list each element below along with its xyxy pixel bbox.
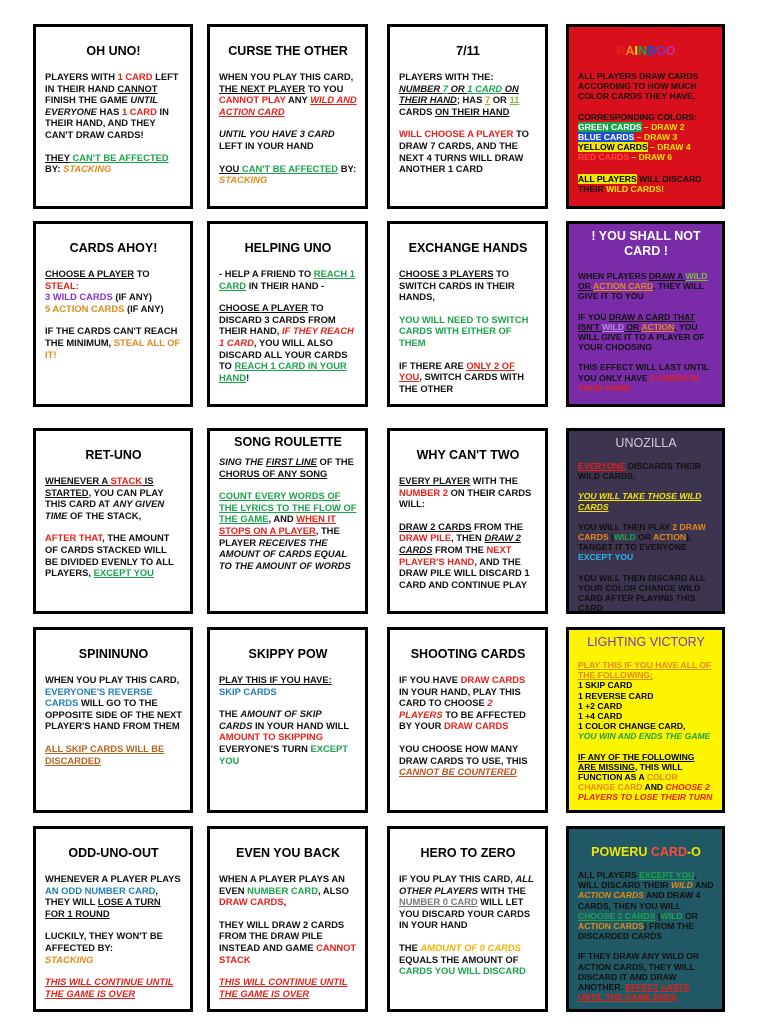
text: OR bbox=[447, 82, 468, 94]
text: PLAY THIS IF YOU HAVE ALL OF THE FOLLOWING; bbox=[578, 660, 712, 681]
card-skippy-pow bbox=[207, 627, 368, 813]
card-title: LIGHTING VICTORY bbox=[587, 635, 705, 649]
text: WILD CARDS! bbox=[606, 183, 664, 194]
card-title bbox=[578, 845, 714, 860]
text: CARDS YOU WILL DISCARD bbox=[399, 965, 526, 977]
text: AND DRAW 4 CARDS, THEN YOU WILL bbox=[578, 890, 701, 911]
text: EXCEPT YOU bbox=[578, 552, 634, 563]
text: THE bbox=[399, 941, 421, 953]
card-you-shall-not-card bbox=[566, 221, 725, 407]
card-title: CURSE THE OTHER bbox=[228, 44, 348, 58]
card-cards-ahoy bbox=[33, 221, 193, 407]
text: DRAW CARDS bbox=[460, 674, 526, 685]
text: ALL PLAYERS bbox=[578, 173, 637, 184]
text: AMOUNT OF SKIP CARDS bbox=[219, 708, 322, 731]
text: , THEN bbox=[451, 532, 485, 544]
text: EVERY PLAYER bbox=[399, 475, 471, 486]
text: , WILL DISCARD THEIR bbox=[578, 870, 697, 891]
text: IS STARTED bbox=[45, 475, 154, 498]
text: NEXT PLAYER'S HAND bbox=[399, 543, 512, 567]
text: , YOU WILL GIVE IT TO A PLAYER OF YOUR CHOOSING bbox=[578, 321, 705, 353]
text: IN YOUR HAND WILL bbox=[252, 719, 349, 731]
card-7-11 bbox=[387, 24, 548, 209]
card-song-roulette bbox=[207, 428, 368, 614]
text: OR bbox=[578, 281, 593, 292]
text: DRAW 2 CARDS bbox=[399, 532, 521, 555]
text: STEAL: bbox=[45, 279, 79, 291]
text: FROM THE bbox=[432, 543, 487, 555]
text: IN THEIR HAND, AND THEY CAN'T DRAW CARDS! bbox=[45, 105, 169, 140]
text: NUMBER 0 CARD bbox=[399, 896, 478, 908]
text: CHOOSE 3 PLAYERS bbox=[399, 268, 494, 279]
text: – DRAW 2 bbox=[641, 121, 685, 132]
text: WILD bbox=[660, 910, 683, 921]
text: WITH THE bbox=[478, 884, 526, 896]
text: YELLOW CARDS bbox=[578, 142, 648, 153]
card-title: HELPING UNO bbox=[244, 241, 332, 255]
text: 1 CARD bbox=[117, 71, 153, 82]
card-title: RET-UNO bbox=[85, 448, 142, 462]
text: 1 CARD bbox=[467, 82, 503, 94]
text: AND bbox=[692, 880, 714, 891]
text: WILL GO TO THE OPPOSITE SIDE OF THE NEXT PLAYER'S HAND FROM THEM bbox=[45, 697, 182, 732]
card-title: 7/11 bbox=[456, 44, 480, 58]
text: ACTION bbox=[641, 321, 675, 332]
text: WILD AND ACTION CARD bbox=[219, 94, 357, 117]
text: NUMBER CARD bbox=[247, 884, 318, 896]
text: YOU WILL THEN PLAY bbox=[578, 521, 673, 532]
text: LUCKILY, THEY WON'T BE AFFECTED BY: bbox=[45, 930, 163, 953]
text: CHOOSE A PLAYER bbox=[219, 302, 309, 314]
text: DISCARDS THEIR WILD CARDS, bbox=[578, 461, 701, 482]
text: , AND bbox=[268, 513, 297, 525]
card-spininuno bbox=[33, 627, 193, 813]
text: LOSE A TURN FOR 1 ROUND bbox=[45, 896, 161, 919]
text: DRAW CARDS bbox=[219, 896, 284, 908]
text: CAN'T BE AFFECTED bbox=[69, 151, 169, 163]
text: 2 DRAW CARDS bbox=[578, 521, 706, 543]
text: 1 CARD bbox=[121, 105, 157, 117]
card-ret-uno bbox=[33, 428, 193, 614]
text: ANY GIVEN TIME bbox=[45, 498, 165, 521]
text: IF THEY REACH 1 CARD bbox=[219, 325, 354, 348]
text: ( bbox=[608, 532, 614, 543]
text: IF THE CARDS CAN'T REACH THE MINIMUM, bbox=[45, 325, 178, 348]
text: STACKING bbox=[45, 953, 94, 965]
title-letter: O bbox=[665, 44, 676, 58]
text: WHEN PLAYERS bbox=[578, 271, 649, 281]
card-exchange-hands bbox=[387, 221, 548, 407]
text: IF ANY OF THE FOLLOWING ARE MISSING bbox=[578, 751, 695, 772]
text: (IF ANY) bbox=[124, 302, 164, 314]
title-part: POWERU bbox=[591, 845, 651, 859]
text: CANNOT bbox=[117, 82, 158, 94]
list-item: 1 REVERSE CARD bbox=[578, 690, 654, 701]
text: ! bbox=[246, 371, 250, 383]
text: , YOU WILL ALSO DISCARD ALL YOUR CARDS TO bbox=[219, 336, 348, 372]
text: YOU WILL NEED TO SWITCH CARDS WITH EITHER OF THEM bbox=[399, 313, 529, 348]
text: WHEN IT STOPS ON A PLAYER bbox=[219, 513, 336, 536]
text: EQUALS THE AMOUNT OF bbox=[399, 953, 519, 965]
text: WILD bbox=[602, 321, 624, 332]
card-title: WHY CAN'T TWO bbox=[416, 448, 520, 462]
list-item: 1 +2 CARD bbox=[578, 700, 623, 711]
text: CANNOT STACK bbox=[219, 941, 357, 965]
text: ACTION CARD bbox=[592, 281, 654, 292]
text: WHEN YOU PLAY THIS CARD, bbox=[45, 674, 180, 685]
text: STACKING bbox=[63, 163, 112, 175]
text: IF YOU PLAY THIS CARD, bbox=[399, 873, 516, 884]
card-title: EVEN YOU BACK bbox=[236, 846, 340, 860]
text: NUMBER bbox=[399, 82, 443, 94]
card-title: CARDS AHOY! bbox=[69, 241, 158, 255]
text: WITH THE bbox=[470, 475, 518, 486]
text: DRAW 2 CARDS bbox=[399, 520, 472, 532]
text: ACTION CARDS bbox=[578, 890, 644, 901]
text: GREEN CARDS bbox=[578, 121, 642, 132]
text: , ALSO bbox=[317, 884, 349, 896]
text: YOU WILL THEN DISCARD ALL YOUR COLOR CHANGE WILD CARD AFTER PLAYING THIS CARD bbox=[578, 572, 706, 614]
text: TO SWITCH CARDS IN THEIR HANDS, bbox=[399, 268, 515, 303]
text: ALL PLAYERS bbox=[578, 870, 640, 880]
text: WILL LET YOU DISCARD YOUR CARDS IN YOUR HAND bbox=[399, 896, 531, 931]
text: TO bbox=[134, 268, 150, 279]
card-title: ODD-UNO-OUT bbox=[68, 846, 159, 860]
text: 11 bbox=[509, 94, 520, 106]
text: FIRST LINE bbox=[265, 456, 317, 467]
text: , YOU CAN PLAY THIS CARD AT bbox=[45, 486, 164, 510]
title-letter: N bbox=[638, 44, 648, 58]
text: WHENEVER A PLAYER PLAYS bbox=[45, 873, 181, 884]
text: , SWITCH CARDS WITH THE OTHER bbox=[399, 371, 525, 394]
text: , THIS WILL FUNCTION AS A bbox=[578, 761, 683, 783]
card-title: UNOZILLA bbox=[615, 436, 677, 450]
text: PLAYERS WITH THE: bbox=[399, 71, 494, 82]
text: , THE AMOUNT OF CARDS STACKED WILL BE DIVIDED EVENLY TO ALL PLAYERS, bbox=[45, 532, 174, 579]
text: AMOUNT OF 0 CARDS bbox=[420, 941, 521, 953]
text: DRAW PILE bbox=[399, 532, 452, 544]
text: STACK bbox=[110, 475, 143, 486]
text: YOU WILL TAKE THOSE WILD CARDS bbox=[578, 491, 702, 512]
text: 3 CARDS IN YOUR HAND bbox=[578, 372, 699, 393]
text: TO DISCARD 3 CARDS FROM THEIR HAND, bbox=[219, 302, 336, 337]
text: PLAY THIS IF YOU HAVE: bbox=[219, 674, 332, 685]
card-lighting-victory bbox=[566, 627, 725, 813]
text: EVERYONE'S REVERSE CARDS bbox=[45, 685, 153, 709]
text: AFTER THAT bbox=[45, 532, 103, 544]
title-letter: B bbox=[647, 44, 657, 58]
text: 2 PLAYERS bbox=[399, 697, 493, 720]
text: DRAW A bbox=[648, 271, 686, 281]
text: RED CARDS bbox=[578, 152, 630, 163]
text: ACTION CARDS bbox=[578, 921, 644, 932]
text: 5 ACTION CARDS bbox=[45, 302, 125, 314]
card-title: OH UNO! bbox=[86, 44, 141, 58]
card-title: ! YOU SHALL NOT CARD ! bbox=[591, 229, 701, 258]
card-curse-the-other bbox=[207, 24, 368, 209]
card-title: SONG ROULETTE bbox=[234, 435, 342, 449]
card-even-you-back bbox=[207, 826, 368, 1012]
card-title: SHOOTING CARDS bbox=[410, 647, 526, 661]
card-helping-uno bbox=[207, 221, 368, 407]
text: CHOOSE 2 CARDS bbox=[578, 910, 656, 921]
text: LEFT IN THEIR HAND bbox=[45, 71, 179, 94]
text: – DRAW 4 bbox=[647, 142, 691, 153]
text: BY: bbox=[45, 163, 64, 175]
text: PLAYERS WITH bbox=[45, 71, 118, 82]
text: 7 bbox=[442, 82, 448, 94]
text: BY: bbox=[338, 162, 357, 174]
text: TO YOU bbox=[305, 82, 344, 94]
text: WILD bbox=[670, 880, 693, 891]
text: UNTIL EVERYONE bbox=[45, 94, 158, 117]
text: SING THE bbox=[219, 456, 266, 467]
text: , THEY WILL bbox=[45, 884, 159, 908]
text: OR bbox=[490, 94, 510, 106]
text: IF YOU HAVE bbox=[399, 674, 461, 685]
text: WHENEVER A bbox=[45, 475, 111, 486]
text: ON THEIR HAND bbox=[434, 105, 510, 117]
text: THEY bbox=[45, 151, 70, 163]
text: WILL DISCARD THEIR bbox=[578, 173, 702, 194]
card-shooting-cards bbox=[387, 627, 548, 813]
text: RECEIVES THE AMOUNT OF CARDS EQUAL TO THE AMOUNT OF WORDS bbox=[219, 536, 351, 571]
text: ; HAS bbox=[456, 94, 485, 106]
text: 7 bbox=[484, 94, 491, 106]
text: ON THEIR HAND bbox=[399, 82, 519, 106]
card-rainboo bbox=[566, 24, 725, 209]
text: WILL CHOOSE A PLAYER bbox=[399, 128, 514, 140]
text: WHEN YOU PLAY THIS CARD, bbox=[219, 71, 354, 82]
card-oh-uno bbox=[33, 24, 193, 209]
text: THIS WILL CONTINUE UNTIL THE GAME IS OVER bbox=[45, 976, 174, 999]
text: CHOOSE A PLAYER bbox=[45, 268, 135, 279]
card-title bbox=[578, 44, 714, 59]
text: , bbox=[283, 896, 287, 908]
text: ), TARGET IT TO EVERYONE bbox=[578, 532, 692, 553]
text: ALL OTHER PLAYERS bbox=[399, 873, 534, 896]
text: EVERYONE'S TURN bbox=[219, 742, 311, 754]
text: ( bbox=[655, 910, 661, 921]
text: OR bbox=[623, 321, 642, 332]
text: CANNOT BE COUNTERED bbox=[399, 766, 517, 778]
text: ONLY 2 OF YOU bbox=[399, 359, 515, 383]
title-letter: R bbox=[616, 44, 626, 58]
text: IF YOU bbox=[578, 311, 609, 322]
text: HAS bbox=[96, 105, 122, 117]
card-title: HERO TO ZERO bbox=[420, 846, 516, 860]
text: CHOOSE 2 PLAYERS TO LOSE THEIR TURN bbox=[578, 782, 713, 803]
text: BLUE CARDS bbox=[578, 132, 635, 143]
text: COUNT EVERY WORDS OF THE LYRICS TO THE FLOW OF THE GAME bbox=[219, 490, 357, 525]
text: SKIP CARDS bbox=[219, 685, 277, 697]
text: FROM THE bbox=[471, 520, 523, 532]
text: TO BE AFFECTED BY YOUR bbox=[399, 708, 526, 732]
card-poweru-card-o bbox=[566, 826, 725, 1012]
text: – DRAW 6 bbox=[629, 152, 673, 163]
text: 3 WILD CARDS bbox=[45, 291, 113, 303]
text: OF THE bbox=[316, 456, 354, 467]
text: STACKING bbox=[219, 174, 268, 186]
card-title: EXCHANGE HANDS bbox=[408, 241, 528, 255]
text: OR bbox=[635, 532, 654, 543]
text: YOU CHOOSE HOW MANY DRAW CARDS TO USE, THIS bbox=[399, 742, 528, 766]
text: WILD bbox=[613, 532, 636, 543]
text: EXCEPT YOU bbox=[93, 567, 154, 579]
title-letter: I bbox=[634, 44, 638, 58]
text: WHEN A PLAYER PLAYS AN EVEN bbox=[219, 873, 345, 896]
card-title: SKIPPY POW bbox=[248, 647, 328, 661]
card-why-cant-two bbox=[387, 428, 548, 614]
text: REACH 1 CARD bbox=[219, 268, 355, 291]
text: EXCEPT YOU bbox=[219, 742, 348, 766]
text: CORRESPONDING COLORS: bbox=[578, 111, 697, 122]
text: , AND THE DRAW PILE WILL DISCARD 1 CARD AND CONTINUE PLAY bbox=[399, 555, 530, 590]
text: - HELP A FRIEND TO bbox=[219, 268, 314, 279]
card-title: SPININUNO bbox=[78, 647, 149, 661]
text: UNTIL YOU HAVE 3 CARD bbox=[219, 128, 335, 140]
text: ACTION bbox=[653, 532, 687, 543]
text: LEFT IN YOUR HAND bbox=[219, 139, 314, 151]
text: DRAW A CARD THAT ISN'T bbox=[578, 311, 695, 332]
text: ALL SKIP CARDS WILL BE DISCARDED bbox=[45, 742, 165, 766]
card-hero-to-zero bbox=[387, 826, 548, 1012]
text: THEY WILL DRAW 2 CARDS FROM THE DRAW PILE INSTEAD AND GAME bbox=[219, 918, 345, 953]
text: IN YOUR HAND, PLAY THIS CARD TO CHOOSE bbox=[399, 685, 521, 709]
text: TO DRAW 7 CARDS, AND THE NEXT 4 TURNS WILL DRAW ANOTHER 1 CARD bbox=[399, 128, 529, 175]
text: ANY bbox=[285, 94, 311, 106]
text: ON THEIR CARDS WILL: bbox=[399, 486, 532, 510]
text: , THE PLAYER bbox=[219, 524, 340, 548]
text: ALL PLAYERS DRAW CARDS ACCORDING TO HOW MUCH COLOR CARDS THEY HAVE, bbox=[578, 71, 699, 102]
text: AN ODD NUMBER CARD bbox=[45, 884, 156, 896]
list-item: 1 SKIP CARD bbox=[578, 680, 633, 691]
title-part: CARD bbox=[650, 845, 687, 859]
text: YOU WIN AND ENDS THE GAME bbox=[578, 731, 711, 742]
title-letter: O bbox=[656, 44, 666, 58]
text: OF THE STACK, bbox=[67, 509, 142, 521]
card-unozilla bbox=[566, 428, 725, 614]
text: THIS WILL CONTINUE UNTIL THE GAME IS OVER bbox=[219, 976, 348, 999]
text: EFFECT LASTS UNTIL THE GAME ENDS bbox=[578, 982, 690, 1003]
text: AMOUNT TO SKIPPING bbox=[219, 731, 323, 743]
text: CHORUS OF ANY SONG bbox=[219, 467, 328, 479]
text: NUMBER 2 bbox=[399, 486, 448, 498]
text: , THEY WILL GIVE IT TO YOU bbox=[578, 281, 704, 302]
text: EVERYONE bbox=[578, 461, 626, 471]
card-odd-uno-out bbox=[33, 826, 193, 1012]
text: REACH 1 CARD IN YOUR HAND bbox=[219, 360, 347, 383]
text: THE NEXT PLAYER bbox=[219, 82, 306, 94]
text: STEAL ALL OF IT! bbox=[45, 336, 181, 360]
list-item: 1 +4 CARD bbox=[578, 711, 623, 722]
text: IF THEY DRAW ANY WILD OR ACTION CARDS, THEY WILL DISCARD IT AND DRAW ANOTHER. bbox=[578, 951, 700, 993]
text: COLOR CHANGE CARD bbox=[578, 772, 678, 793]
text: ) FROM THE DISCARDED CARDS bbox=[578, 921, 695, 942]
text: AND bbox=[642, 782, 666, 793]
text: EXCEPT YOU bbox=[639, 870, 695, 880]
title-part: -O bbox=[686, 845, 701, 859]
text: (IF ANY) bbox=[112, 291, 152, 303]
text: – DRAW 3 bbox=[634, 132, 678, 143]
text: YOU bbox=[219, 162, 240, 174]
text: THE bbox=[219, 708, 241, 720]
text: CANNOT PLAY bbox=[219, 94, 286, 106]
list-item: 1 COLOR CHANGE CARD, bbox=[578, 721, 686, 732]
text: IN THEIR HAND - bbox=[246, 279, 325, 291]
text: WILD bbox=[685, 271, 708, 281]
text: OR bbox=[682, 910, 698, 921]
text: THIS EFFECT WILL LAST UNTIL YOU ONLY HAVE bbox=[578, 362, 709, 383]
text: IF THERE ARE bbox=[399, 359, 467, 371]
title-letter: A bbox=[625, 44, 635, 58]
text: FINISH THE GAME bbox=[45, 94, 131, 106]
text: CARDS bbox=[399, 105, 435, 117]
text: DRAW CARDS bbox=[443, 720, 509, 732]
text: CAN'T BE AFFECTED bbox=[239, 162, 339, 174]
